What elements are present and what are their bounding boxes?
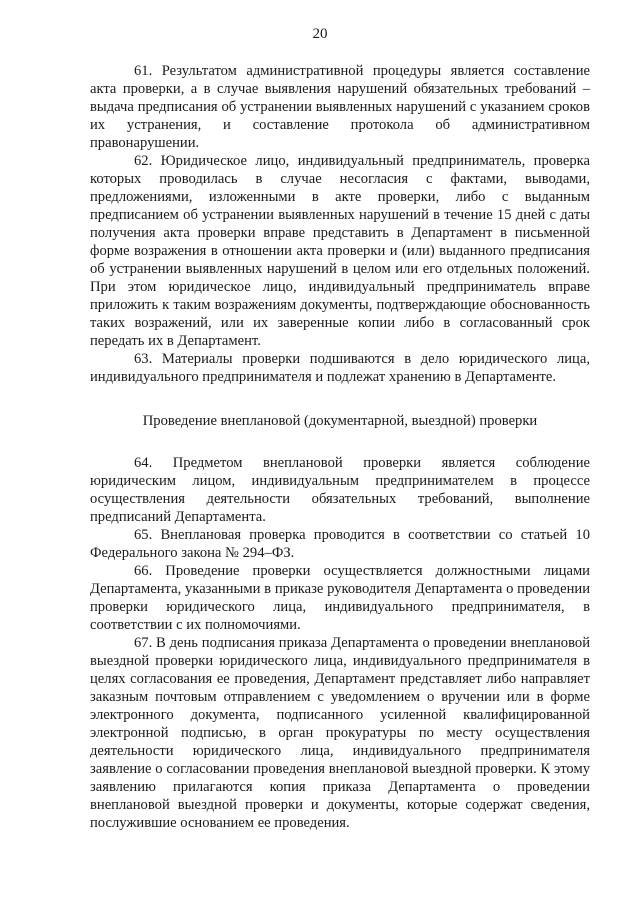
page-number: 20 xyxy=(312,26,328,42)
paragraph-62: 62. Юридическое лицо, индивидуальный предприниматель, проверка которых проводилась в случае несогласия с фактами, выводами, предложениями, изложенными в акте проверки, либо с выданным предписанием об устранении выявленных нарушений в течение 15 дней с даты получения акта проверки вправе представить в Департамент в письменной форме возражения в отношении акта проверки и (или) выданного предписания об устранении выявленных нарушений в целом или его отдельных положений. При этом юридическое лицо, индивидуальный предприниматель вправе приложить к таким возражениям документы, подтверждающие обоснованность таких возражений, или их заверенные копии либо в согласованный срок передать их в Департамент. xyxy=(90,153,590,349)
paragraph-61: 61. Результатом административной процедуры является составление акта проверки, а в случае выявления нарушений обязательных требований – выдача предписания об устранении выявленных нарушений с указанием сроков их устранения, и составление протокола об административном правонарушении. xyxy=(90,63,590,151)
section-heading: Проведение внеплановой (документарной, выездной) проверки xyxy=(142,413,538,429)
paragraph-65: 65. Внеплановая проверка проводится в соответствии со статьей 10 Федерального закона № 294–ФЗ. xyxy=(90,527,590,561)
paragraph-67: 67. В день подписания приказа Департамента о проведении внеплановой выездной проверки юридического лица, индивидуального предпринимателя в целях согласования ее проведения, Департамент представляет либо направляет заказным почтовым отправлением с уведомлением о вручении или в форме электронного документа, подписанного усиленной квалифицированной электронной подписью, в орган прокуратуры по месту осуществления деятельности юридического лица, индивидуального предпринимателя заявление о согласовании проведения внеплановой выездной проверки. К этому заявлению прилагаются копия приказа Департамента о проведении внеплановой выездной проверки и документы, которые содержат сведения, послужившие основанием ее проведения. xyxy=(90,635,590,831)
paragraph-66: 66. Проведение проверки осуществляется должностными лицами Департамента, указанными в приказе руководителя Департамента о проведении проверки юридического лица, индивидуального предпринимателя, в соответствии с их полномочиями. xyxy=(90,563,590,633)
paragraph-64: 64. Предметом внеплановой проверки является соблюдение юридическим лицом, индивидуальным предпринимателем в процессе осуществления деятельности обязательных требований, выполнение предписаний Департамента. xyxy=(90,455,590,525)
paragraph-63: 63. Материалы проверки подшиваются в дело юридического лица, индивидуального предпринимателя и подлежат хранению в Департаменте. xyxy=(90,351,590,385)
document-body xyxy=(90,62,590,832)
